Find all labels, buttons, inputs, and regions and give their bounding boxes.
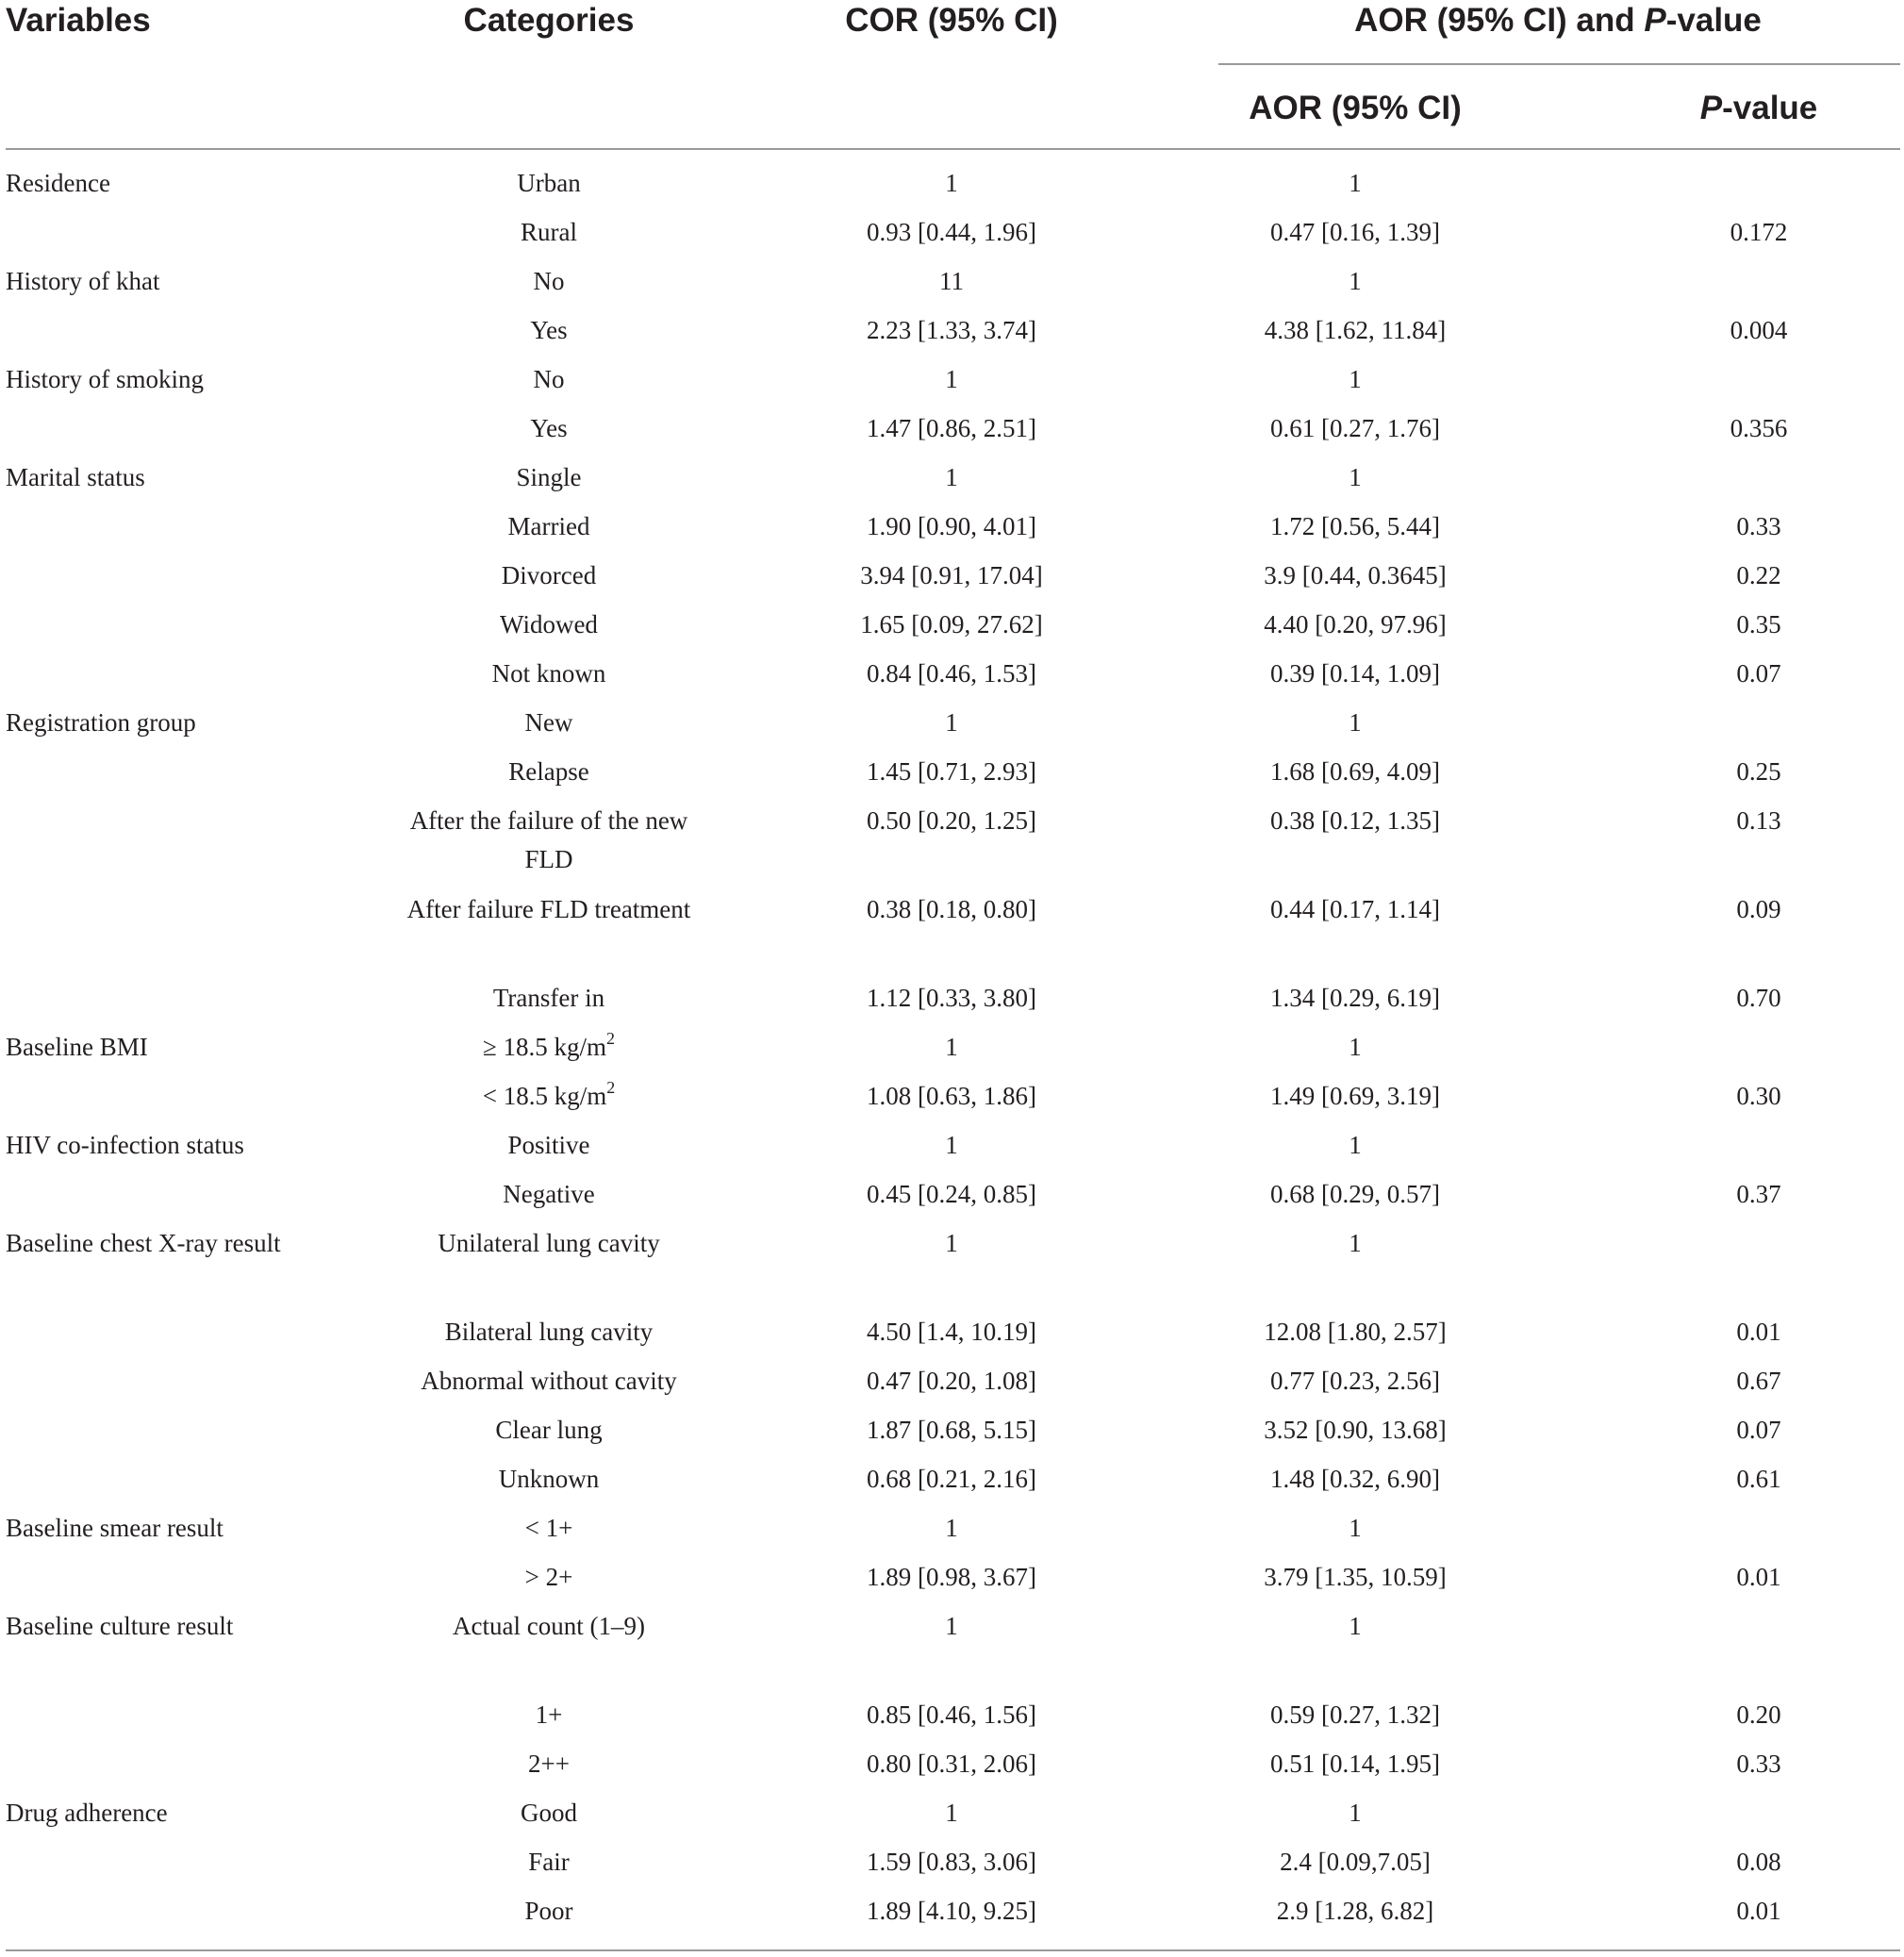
- cell-cor: 1: [945, 1033, 958, 1061]
- cell-p-value: 0.30: [1736, 1082, 1781, 1110]
- cell-category-text: < 1+: [524, 1514, 573, 1542]
- cell-aor: 3.52 [0.90, 13.68]: [1264, 1416, 1447, 1444]
- cell-p-value: 0.25: [1736, 757, 1781, 786]
- cell-category: [398, 409, 700, 448]
- cell-variable: Residence: [6, 169, 110, 197]
- cell-category-text: After failure FLD treatment: [406, 895, 691, 923]
- cell-category-text: Rural: [521, 218, 577, 246]
- cell-p-value: 0.09: [1736, 895, 1781, 923]
- cell-aor: 4.40 [0.20, 97.96]: [1264, 610, 1447, 639]
- header-cor: COR (95% CI): [845, 2, 1058, 39]
- cell-p-value: 0.37: [1736, 1180, 1781, 1208]
- cell-cor: 1: [945, 463, 958, 491]
- cell-category-text: Single: [516, 463, 582, 491]
- cell-aor: 3.9 [0.44, 0.3645]: [1264, 561, 1447, 589]
- cell-category-text: Actual count (1–9): [453, 1612, 645, 1640]
- cell-variable: Baseline smear result: [6, 1514, 224, 1542]
- cell-aor: 0.51 [0.14, 1.95]: [1270, 1750, 1440, 1778]
- cell-cor: 3.94 [0.91, 17.04]: [860, 561, 1043, 589]
- cell-aor: 0.39 [0.14, 1.09]: [1270, 659, 1440, 688]
- cell-category-text: Urban: [517, 169, 581, 197]
- cell-category: [398, 556, 700, 595]
- cell-p-value: 0.67: [1736, 1367, 1781, 1395]
- cell-p-value: 0.01: [1736, 1563, 1781, 1591]
- header-group-rule: [1218, 63, 1900, 65]
- cell-category-text: Widowed: [500, 610, 598, 639]
- cell-p-value: 0.70: [1736, 984, 1781, 1012]
- cell-category-text: No: [533, 267, 565, 295]
- cell-aor: 2.4 [0.09,7.05]: [1280, 1848, 1431, 1876]
- cell-p-value: 0.356: [1730, 414, 1788, 442]
- cell-aor: 1: [1349, 1514, 1362, 1542]
- cell-category-text: Unknown: [498, 1465, 600, 1493]
- header-categories: Categories: [463, 2, 635, 39]
- cell-category-text: 1+: [535, 1700, 563, 1729]
- cell-category-text: Transfer in: [492, 984, 605, 1012]
- cell-category: [398, 1843, 700, 1882]
- cell-category: [398, 1696, 700, 1734]
- cell-category: [398, 1794, 700, 1833]
- cell-category: [398, 164, 700, 203]
- cell-category: [398, 1362, 700, 1401]
- cell-category: [398, 262, 700, 301]
- cell-cor: 1: [945, 1799, 958, 1827]
- cell-p-value: 0.172: [1730, 218, 1788, 246]
- cell-aor: 1: [1349, 1799, 1362, 1827]
- cell-category: [398, 1509, 700, 1548]
- cell-aor: 1.49 [0.69, 3.19]: [1270, 1082, 1440, 1110]
- cell-p-value: 0.07: [1736, 659, 1781, 688]
- cell-cor: 0.47 [0.20, 1.08]: [867, 1367, 1036, 1395]
- header-aor: AOR (95% CI): [1249, 90, 1462, 126]
- cell-p-value: 0.07: [1736, 1416, 1781, 1444]
- cell-aor: 0.77 [0.23, 2.56]: [1270, 1367, 1440, 1395]
- cell-cor: 11: [939, 267, 964, 295]
- cell-cor: 1: [945, 1131, 958, 1159]
- cell-category: [398, 360, 700, 399]
- cell-category-text: Bilateral lung cavity: [444, 1318, 654, 1346]
- cell-category: [398, 1411, 700, 1450]
- cell-cor: 4.50 [1.4, 10.19]: [867, 1318, 1036, 1346]
- table-header: [0, 0, 1904, 151]
- cell-category: [398, 1892, 700, 1931]
- cell-category: [398, 753, 700, 791]
- cell-variable: Drug adherence: [6, 1799, 168, 1827]
- cell-category: [398, 213, 700, 252]
- header-rule: [6, 148, 1900, 150]
- header-p-suffix: -value: [1722, 90, 1818, 126]
- cell-aor: 0.44 [0.17, 1.14]: [1270, 895, 1440, 923]
- cell-variable: Baseline BMI: [6, 1033, 148, 1061]
- cell-p-value: 0.22: [1736, 561, 1781, 589]
- cell-aor: 1: [1349, 169, 1362, 197]
- cell-category-text: Abnormal without cavity: [421, 1367, 677, 1395]
- cell-category: [398, 1175, 700, 1214]
- cell-aor: 0.59 [0.27, 1.32]: [1270, 1700, 1440, 1729]
- cell-cor: 1.12 [0.33, 3.80]: [867, 984, 1036, 1012]
- cell-aor: 0.68 [0.29, 0.57]: [1270, 1180, 1440, 1208]
- cell-category: [398, 1745, 700, 1783]
- cell-category-text: > 2+: [524, 1563, 573, 1591]
- cell-p-value: 0.08: [1736, 1848, 1781, 1876]
- cell-category-text: Relapse: [508, 757, 589, 786]
- cell-variable: HIV co-infection status: [6, 1131, 244, 1159]
- cell-category: [398, 1607, 700, 1646]
- cell-cor: 1.89 [0.98, 3.67]: [867, 1563, 1036, 1591]
- header-aor-group: [1354, 2, 1762, 40]
- cell-cor: 1.59 [0.83, 3.06]: [867, 1848, 1036, 1876]
- cell-cor: 0.38 [0.18, 0.80]: [867, 895, 1036, 923]
- cell-category: [398, 605, 700, 644]
- cell-cor: 0.93 [0.44, 1.96]: [867, 218, 1036, 246]
- cell-aor: 1: [1349, 1131, 1362, 1159]
- cell-category: [398, 1028, 700, 1067]
- cell-aor: 1: [1349, 1033, 1362, 1061]
- cell-category-text: After the failure of the new FLD: [409, 806, 688, 873]
- cell-category-text: Good: [521, 1799, 577, 1827]
- cell-p-value: 0.61: [1736, 1465, 1781, 1493]
- cell-cor: 0.68 [0.21, 2.16]: [867, 1465, 1036, 1493]
- cell-p-value: 0.33: [1736, 1750, 1781, 1778]
- cell-category-text: 2++: [528, 1750, 570, 1778]
- cell-category-text: Poor: [524, 1897, 573, 1925]
- cell-aor: 1: [1349, 365, 1362, 393]
- cell-category-superscript: 2: [606, 1078, 616, 1097]
- cell-cor: 0.80 [0.31, 2.06]: [867, 1750, 1036, 1778]
- cell-category-text: Unilateral lung cavity: [438, 1229, 660, 1257]
- cell-aor: 1.68 [0.69, 4.09]: [1270, 757, 1440, 786]
- header-aor-group-prefix: AOR (95% CI) and: [1354, 2, 1645, 39]
- cell-aor: 1.34 [0.29, 6.19]: [1270, 984, 1440, 1012]
- cell-category-text: Clear lung: [495, 1416, 603, 1444]
- cell-cor: 1: [945, 1229, 958, 1257]
- cell-cor: 1.47 [0.86, 2.51]: [867, 414, 1036, 442]
- cell-category-text: Not known: [491, 659, 606, 688]
- cell-variable: Marital status: [6, 463, 145, 491]
- cell-aor: 1: [1349, 1229, 1362, 1257]
- cell-category: [398, 1460, 700, 1499]
- cell-aor: 1: [1349, 1612, 1362, 1640]
- cell-aor: 4.38 [1.62, 11.84]: [1264, 316, 1447, 344]
- cell-p-value: 0.35: [1736, 610, 1781, 639]
- cell-cor: 1.89 [4.10, 9.25]: [867, 1897, 1036, 1925]
- cell-category-superscript: 2: [606, 1029, 616, 1048]
- cell-category: [398, 311, 700, 350]
- cell-aor: 1: [1349, 267, 1362, 295]
- cell-cor: 1: [945, 169, 958, 197]
- cell-category-text: Positive: [507, 1131, 590, 1159]
- header-aor-group-suffix: -value: [1665, 2, 1762, 39]
- cell-cor: 1: [945, 365, 958, 393]
- cell-p-value: 0.20: [1736, 1700, 1781, 1729]
- cell-aor: 1: [1349, 463, 1362, 491]
- cell-variable: History of smoking: [6, 365, 205, 393]
- cell-category-text: No: [533, 365, 565, 393]
- cell-p-value: 0.33: [1736, 512, 1781, 540]
- cell-cor: 0.85 [0.46, 1.56]: [867, 1700, 1036, 1729]
- header-variables: Variables: [6, 2, 151, 39]
- header-p-value: [1700, 90, 1818, 127]
- cell-cor: 1.90 [0.90, 4.01]: [867, 512, 1036, 540]
- cell-category: [398, 1126, 700, 1165]
- cell-variable: Baseline chest X-ray result: [6, 1229, 281, 1257]
- cell-category: [398, 704, 700, 742]
- cell-cor: 0.50 [0.20, 1.25]: [867, 806, 1036, 835]
- cell-category: [398, 802, 700, 879]
- cell-category-text: New: [524, 708, 573, 737]
- cell-aor: 1.72 [0.56, 5.44]: [1270, 512, 1440, 540]
- cell-cor: 1: [945, 708, 958, 737]
- cell-category: [398, 655, 700, 693]
- cell-category-text: Yes: [530, 414, 568, 442]
- cell-variable: History of khat: [6, 267, 160, 295]
- cell-variable: Registration group: [6, 708, 196, 737]
- cell-variable: Baseline culture result: [6, 1612, 234, 1640]
- cell-cor: 1: [945, 1514, 958, 1542]
- cell-category: [398, 458, 700, 497]
- cell-p-value: 0.004: [1730, 316, 1788, 344]
- cell-category-text: Fair: [528, 1848, 570, 1876]
- cell-p-value: 0.01: [1736, 1318, 1781, 1346]
- cell-aor: 0.61 [0.27, 1.76]: [1270, 414, 1440, 442]
- cell-category: [398, 1077, 700, 1116]
- cell-cor: 0.84 [0.46, 1.53]: [867, 659, 1036, 688]
- cell-cor: 1.65 [0.09, 27.62]: [860, 610, 1043, 639]
- cell-category-text: ≥ 18.5 kg/m: [482, 1033, 607, 1061]
- cell-cor: 1: [945, 1612, 958, 1640]
- cell-category: [398, 979, 700, 1018]
- cell-category-text: Negative: [503, 1180, 595, 1208]
- cell-cor: 1.87 [0.68, 5.15]: [867, 1416, 1036, 1444]
- cell-category-text: Yes: [530, 316, 568, 344]
- cell-cor: 1.45 [0.71, 2.93]: [867, 757, 1036, 786]
- header-aor-group-p: P: [1644, 2, 1666, 39]
- cell-category: [398, 507, 700, 546]
- cell-aor: 1: [1349, 708, 1362, 737]
- cell-category: [398, 1224, 700, 1263]
- cell-aor: 0.47 [0.16, 1.39]: [1270, 218, 1440, 246]
- cell-aor: 2.9 [1.28, 6.82]: [1276, 1897, 1434, 1925]
- cell-aor: 12.08 [1.80, 2.57]: [1264, 1318, 1447, 1346]
- table-bottom-rule: [6, 1949, 1900, 1951]
- cell-cor: 1.08 [0.63, 1.86]: [867, 1082, 1036, 1110]
- cell-category: [398, 890, 700, 929]
- cell-category: [398, 1558, 700, 1597]
- cell-p-value: 0.01: [1736, 1897, 1781, 1925]
- cell-aor: 0.38 [0.12, 1.35]: [1270, 806, 1440, 835]
- cell-category: [398, 1313, 700, 1352]
- cell-cor: 2.23 [1.33, 3.74]: [867, 316, 1036, 344]
- header-p-italic: P: [1699, 90, 1723, 126]
- cell-cor: 0.45 [0.24, 0.85]: [867, 1180, 1036, 1208]
- cell-category-text: < 18.5 kg/m: [482, 1082, 607, 1110]
- cell-category-text: Married: [507, 512, 590, 540]
- cell-aor: 3.79 [1.35, 10.59]: [1264, 1563, 1447, 1591]
- cell-aor: 1.48 [0.32, 6.90]: [1270, 1465, 1440, 1493]
- cell-category-text: Divorced: [501, 561, 597, 589]
- cell-p-value: 0.13: [1736, 806, 1781, 835]
